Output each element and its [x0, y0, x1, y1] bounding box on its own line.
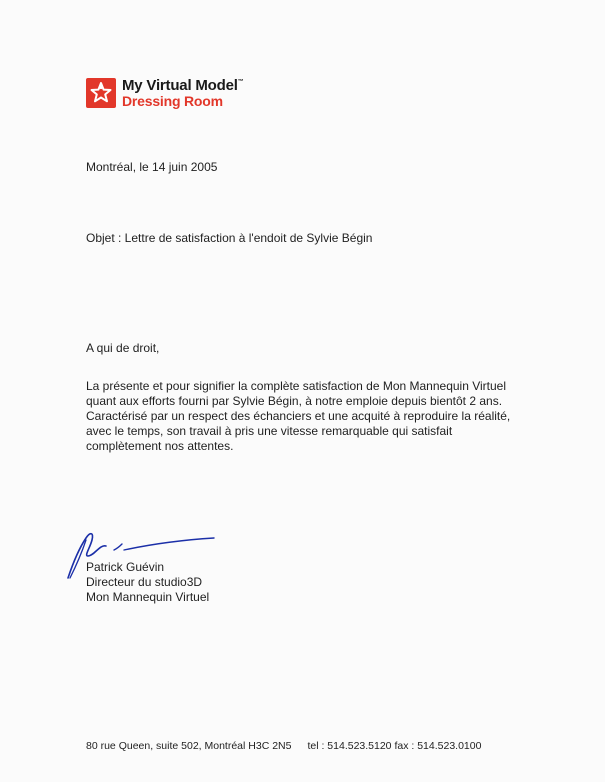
letter-body — [86, 379, 510, 454]
footer-address: 80 rue Queen, suite 502, Montréal H3C 2N5 — [86, 740, 292, 752]
star-figure-icon — [86, 78, 116, 108]
body-line: La présente et pour signifier la complète satisfaction de Mon Mannequin Virtuel — [86, 379, 507, 393]
body-line: complètement nos attentes. — [86, 439, 234, 453]
letter-footer — [86, 740, 481, 752]
body-line: quant aux efforts fourni par Sylvie Bégin, à notre emploie depuis bientôt 2 ans. — [86, 394, 503, 408]
letter-date: Montréal, le 14 juin 2005 — [86, 160, 218, 174]
footer-phone: tel : 514.523.5120 fax : 514.523.0100 — [307, 740, 482, 752]
body-line: avec le temps, son travail à pris une vitesse remarquable qui satisfait — [86, 424, 453, 438]
signer-title: Directeur du studio3D — [86, 575, 203, 589]
signer-name: Patrick Guévin — [86, 560, 165, 574]
letter-subject: Objet : Lettre de satisfaction à l'endoit de Sylvie Bégin — [86, 231, 373, 245]
signature-block — [86, 560, 209, 605]
company-logo — [86, 77, 244, 109]
brand-name: My Virtual Model™ — [122, 77, 244, 94]
letter-salutation: A qui de droit, — [86, 341, 160, 355]
body-line: Caractérisé par un respect des échanciers et une acquité à reproduire la réalité, — [86, 409, 511, 423]
brand-product: Dressing Room — [122, 93, 223, 109]
signer-company: Mon Mannequin Virtuel — [86, 590, 210, 604]
